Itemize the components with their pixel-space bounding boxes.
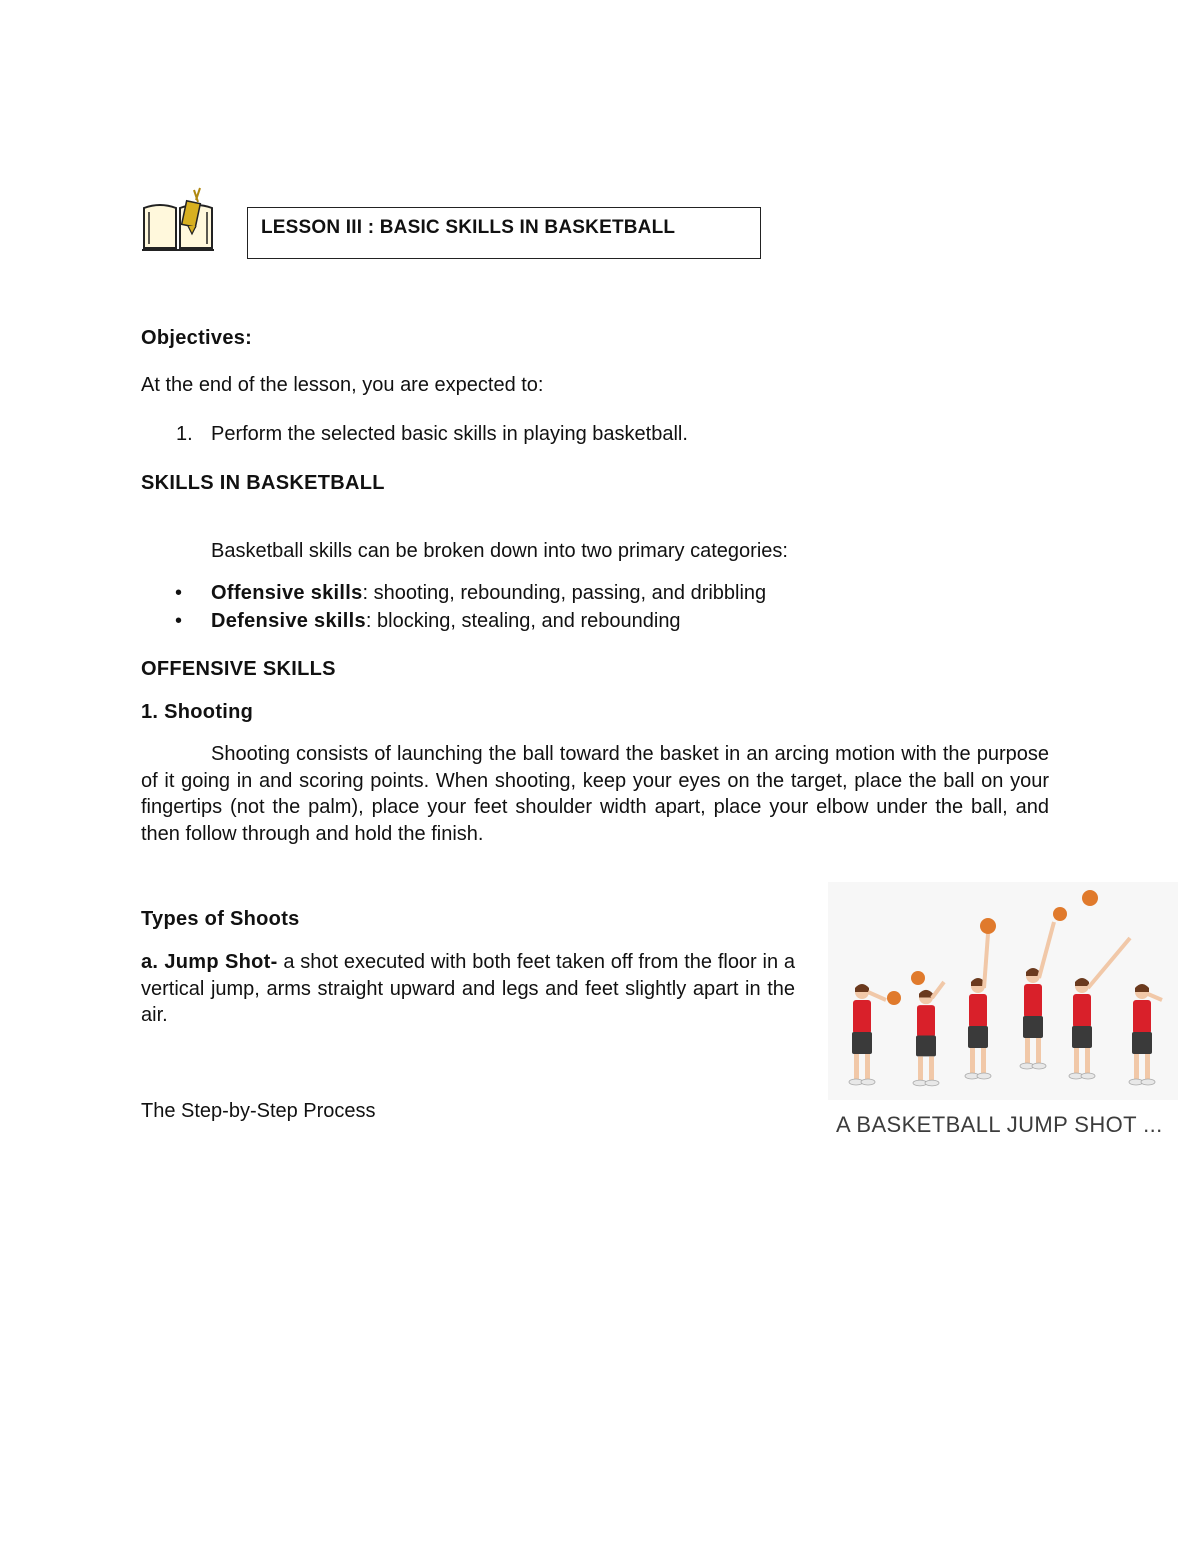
jump-shot-label: a. Jump Shot-	[141, 951, 278, 973]
jump-shot-description	[141, 949, 795, 1029]
bullet-dot: •	[175, 610, 183, 632]
jump-shot-text: a shot executed with both feet taken off from the floor in a vertical jump, arms straight upward and legs and feet slightly apart in the air.	[141, 951, 795, 1026]
player-frame-4	[1020, 907, 1067, 1069]
jump-shot-sequence-image	[828, 882, 1178, 1100]
offensive-skills-text: : shooting, rebounding, passing, and dribbling	[362, 582, 767, 604]
objectives-intro: At the end of the lesson, you are expected to:	[141, 374, 544, 396]
offensive-skills-label: Offensive skills	[211, 582, 363, 604]
defensive-skills-text: : blocking, stealing, and rebounding	[365, 610, 681, 632]
offensive-skills-item	[211, 580, 766, 606]
objective-text: Perform the selected basic skills in playing basketball.	[211, 423, 688, 445]
types-of-shoots-heading: Types of Shoots	[141, 908, 300, 930]
player-frame-3	[965, 918, 996, 1079]
step-by-step-label: The Step-by-Step Process	[141, 1100, 376, 1122]
skills-intro: Basketball skills can be broken down into two primary categories:	[211, 540, 788, 562]
open-book-icon	[140, 186, 216, 254]
shooting-heading: 1. Shooting	[141, 701, 254, 723]
skills-heading: SKILLS IN BASKETBALL	[141, 472, 385, 494]
player-frame-6	[1129, 984, 1162, 1085]
player-frame-2	[911, 971, 944, 1086]
player-frame-5	[1069, 890, 1130, 1079]
defensive-skills-item	[211, 608, 681, 634]
lesson-title: LESSON III : BASIC SKILLS IN BASKETBALL	[261, 217, 676, 238]
offensive-heading: OFFENSIVE SKILLS	[141, 658, 336, 680]
objectives-heading: Objectives:	[141, 327, 253, 349]
defensive-skills-label: Defensive skills	[211, 610, 366, 632]
figure-caption: A BASKETBALL JUMP SHOT ...	[836, 1112, 1163, 1137]
objective-number: 1.	[176, 423, 193, 445]
player-frame-1	[849, 984, 901, 1085]
bullet-dot: •	[175, 582, 183, 604]
shooting-paragraph: Shooting consists of launching the ball toward the basket in an arcing motion with the purpose of it going in and scoring points. When shooting, keep your eyes on the target, place the ball on your fingertips (not the palm), place your feet shoulder width apart, place your elbow under the ball, and then follow through and hold the finish.	[141, 743, 1049, 845]
lesson-title-box	[247, 207, 761, 259]
